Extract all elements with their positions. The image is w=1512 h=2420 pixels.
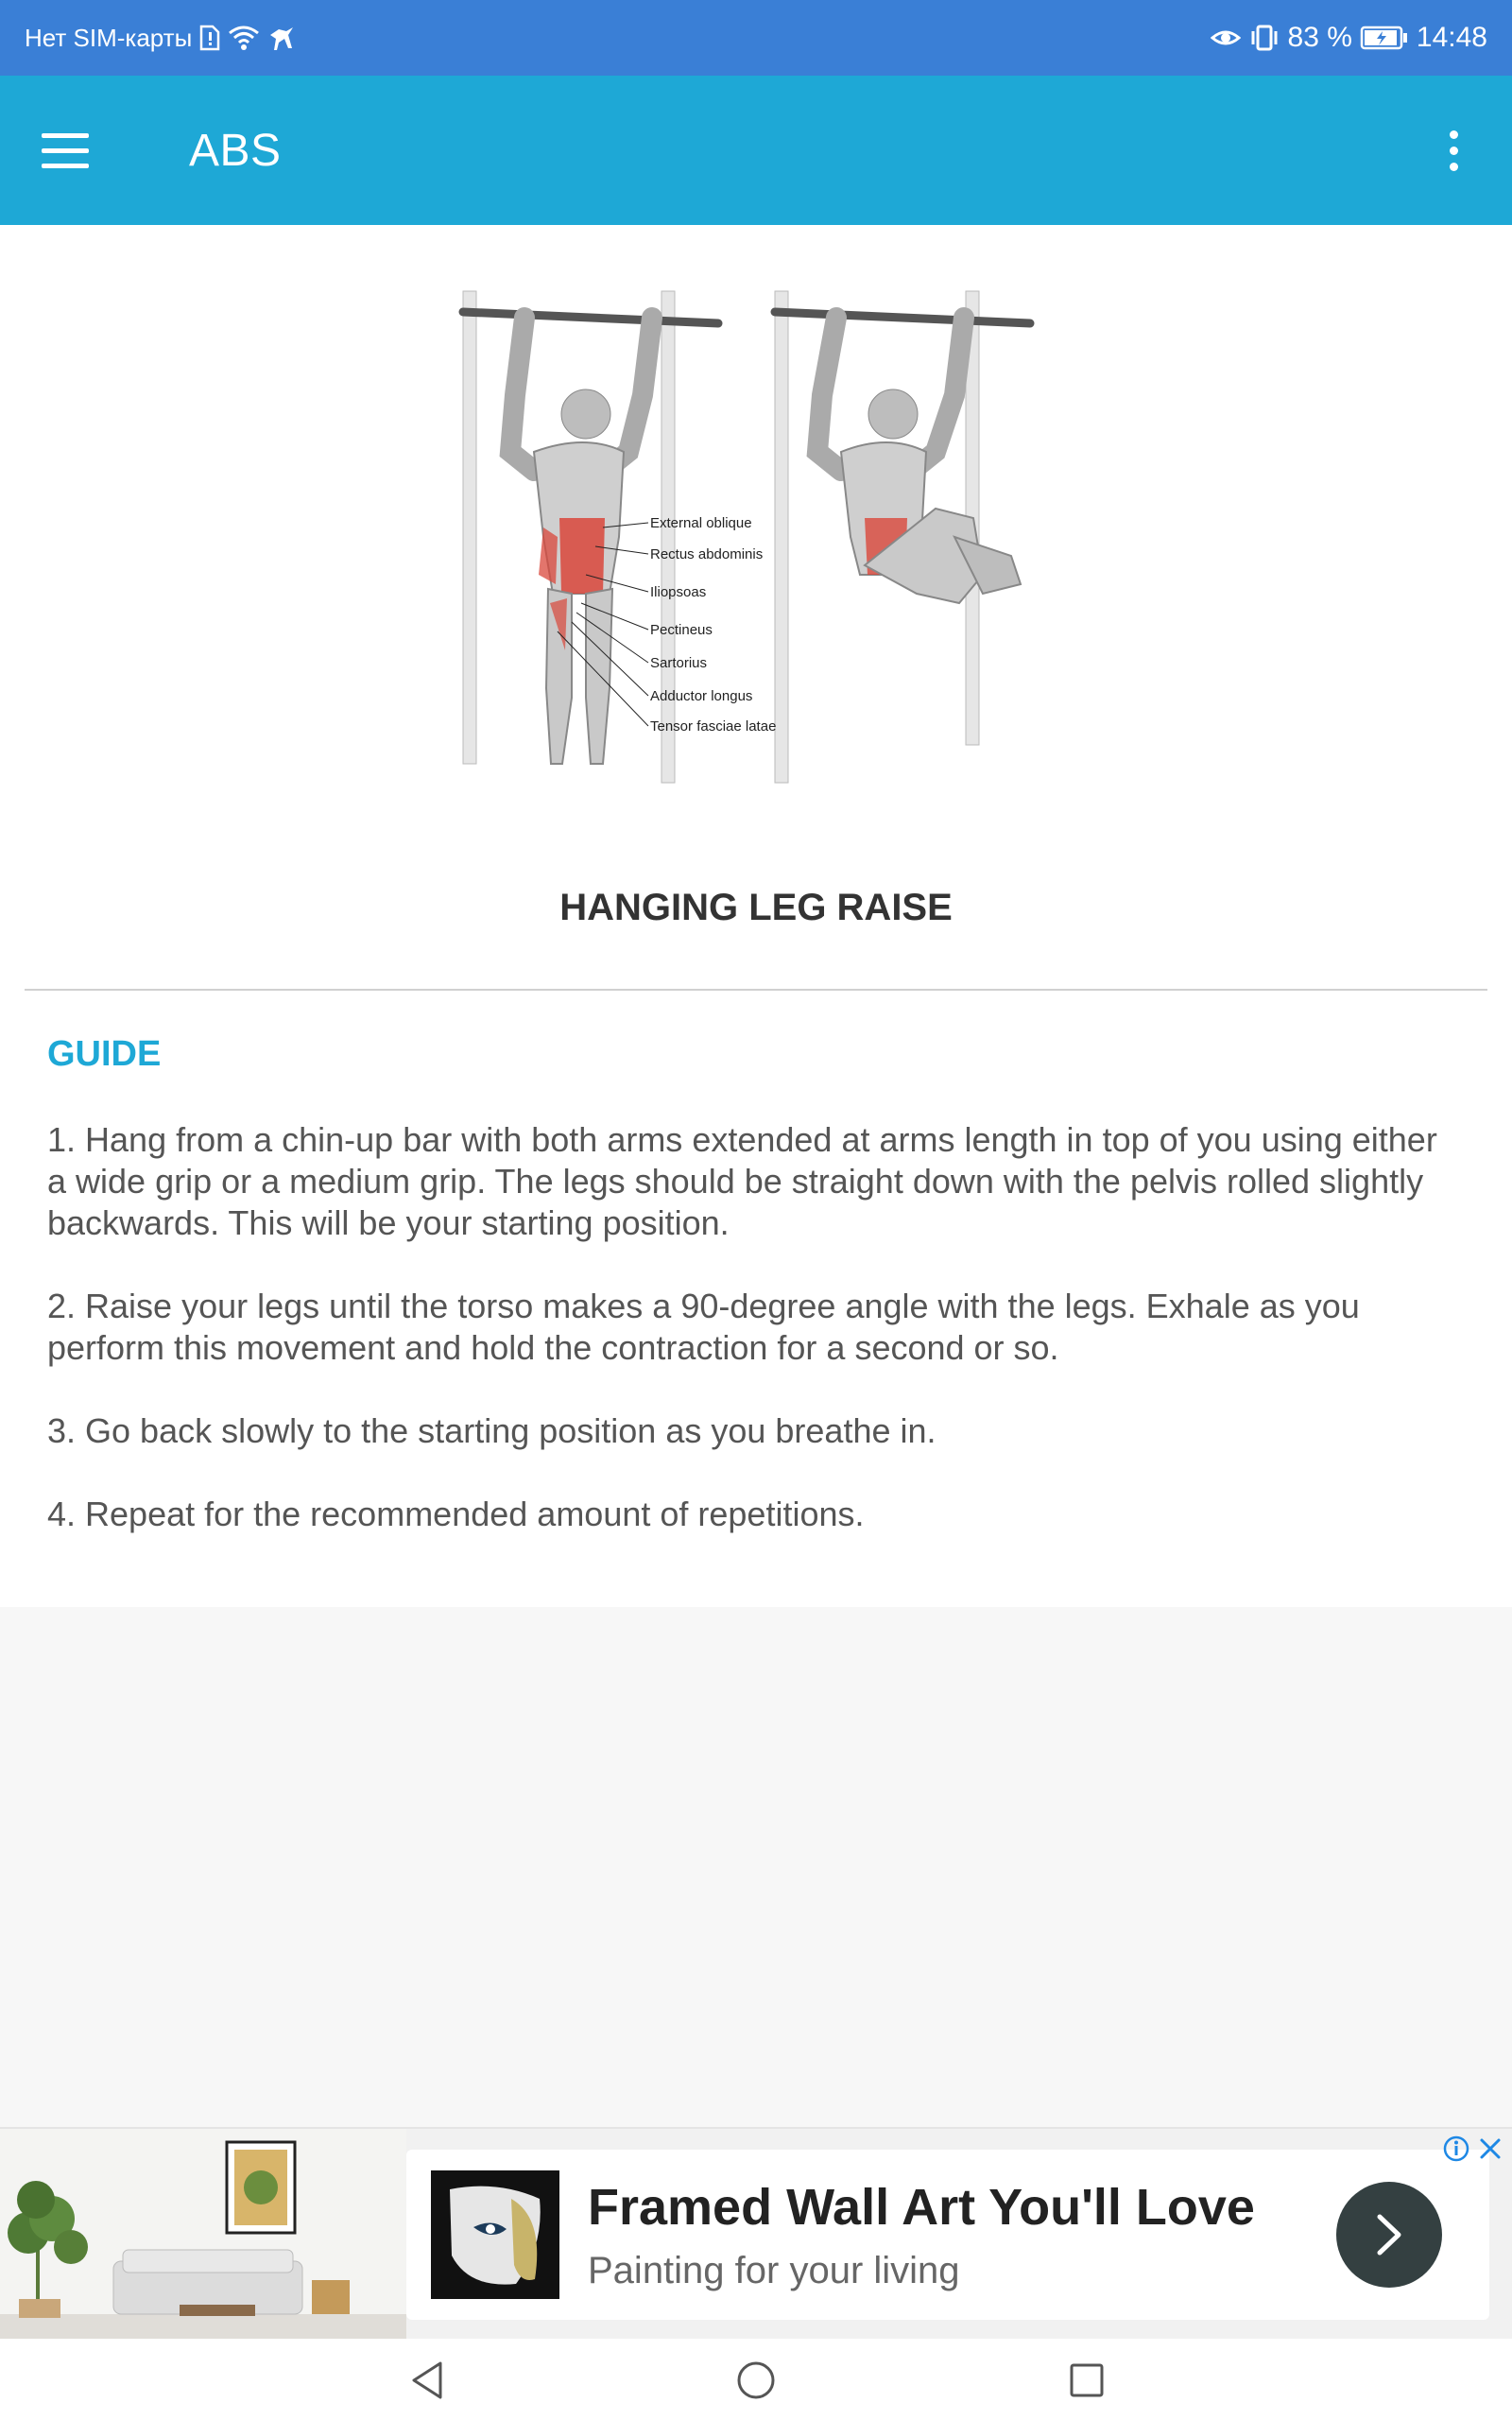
battery-percent: 83 % [1287,22,1352,53]
guide-step: 2. Raise your legs until the torso makes a 90-degree angle with the legs. Exhale as you perform this movement and hold the contraction for a second or so. [47,1287,1360,1367]
back-icon[interactable] [404,2358,450,2403]
status-bar [0,0,1512,76]
app-title: ABS [189,125,282,176]
more-options-icon[interactable] [1433,117,1474,183]
ad-title[interactable]: Framed Wall Art You'll Love [588,2179,1255,2236]
ad-logo-icon [431,2170,559,2299]
app-bar [0,76,1512,225]
carrier-text: Нет SIM-карты [25,23,193,52]
home-icon[interactable] [733,2358,779,2403]
sim-icon [199,25,220,51]
muscle-label: Tensor fasciae latae [650,718,777,735]
muscle-label: Rectus abdominis [650,546,764,562]
ad-info-icon[interactable] [1442,2135,1470,2163]
status-left [25,24,296,53]
divider [25,989,1487,991]
system-nav-bar [0,2339,1512,2420]
exercise-detail [0,225,1512,1607]
muscle-label: Pectineus [650,622,713,638]
eye-comfort-icon [1211,26,1241,49]
exercise-illustration [444,253,1068,811]
figure-hanging-straight [510,318,652,764]
muscle-label: Adductor longus [650,688,753,704]
ad-banner[interactable] [0,2127,1512,2339]
ad-close-icon[interactable] [1476,2135,1504,2163]
ad-card[interactable] [406,2150,1489,2320]
ad-room-image[interactable] [0,2129,406,2341]
clock-time: 14:48 [1416,22,1487,53]
guide-steps [47,1119,1465,1577]
vibrate-icon [1248,24,1280,52]
battery-icon [1360,25,1409,51]
guide-step: 4. Repeat for the recommended amount of repetitions. [47,1495,865,1533]
ad-subtitle[interactable]: Painting for your living [588,2250,960,2291]
muscle-label: External oblique [650,515,752,531]
hamburger-menu-icon[interactable] [42,108,127,193]
recent-apps-icon[interactable] [1064,2358,1109,2403]
activity-icon [267,24,296,52]
figure-legs-raised [817,318,1021,603]
muscle-label: Iliopsoas [650,584,707,600]
wifi-icon [228,25,260,51]
status-right [1211,22,1487,54]
guide-step: 1. Hang from a chin-up bar with both arms extended at arms length in top of you using either a wide grip or a medium grip. The legs should be straight down with the pelvis rolled slightly backwards. This will be your starting position. [47,1120,1437,1242]
muscle-label: Sartorius [650,655,708,671]
guide-step: 3. Go back slowly to the starting position as you breathe in. [47,1411,936,1450]
exercise-title: HANGING LEG RAISE [559,887,953,928]
guide-heading: GUIDE [47,1034,162,1074]
ad-open-arrow-icon[interactable] [1336,2182,1442,2288]
